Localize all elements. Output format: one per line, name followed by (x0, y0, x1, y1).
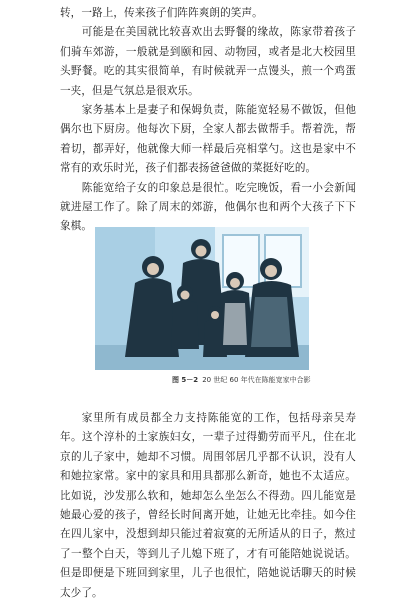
figure-caption (172, 375, 372, 385)
figure-caption-text: 20 世纪 60 年代在陈能宽家中合影 (202, 376, 311, 384)
figure-number: 图 5－2 (172, 376, 199, 384)
text-block-top (60, 4, 356, 237)
paragraph: 可能是在美国就比较喜欢出去野餐的缘故，陈家带着孩子们骑车郊游，一般就是到颐和园、动物园，或者是北大校园里头野餐。吃的其实很简单，有时候就弄一点馒头，煎一个鸡蛋一夹，但是气氛总是很欢乐。 (60, 26, 356, 97)
text-block-bottom (60, 409, 356, 603)
paragraph: 转，一路上，传来孩子们阵阵爽朗的笑声。 (60, 7, 263, 19)
family-photo-illustration (95, 227, 309, 370)
paragraph: 陈能宽给子女的印象总是很忙。吃完晚饭，看一小会新闻就进屋工作了。除了周末的郊游，他偶尔也和两个大孩子下下象棋。 (60, 181, 356, 233)
paragraph: 家里所有成员都全力支持陈能宽的工作，包括母亲吴寿年。这个淳朴的土家族妇女，一辈子过得勤劳而平凡，住在北京的儿子家中，她却不习惯。周围邻居几乎都不认识，没有人和她拉家常。家中的家具和用具都那么新奇，她也不太适应。比如说，沙发那么软和，她却怎么坐怎么不得劲。四儿能宽是她最心爱的孩子，曾经长时间离开她，让她无比牵挂。如今住在四儿家中，没想到却只能过着寂寞的无所适从的日子，熬过了一整个白天，等到儿子儿媳下班了，才有可能陪她说说话。但是即便是下班回到家里，儿子也很忙，陪她说话聊天的时候太少了。 (60, 412, 356, 599)
family-photo (95, 227, 309, 370)
paragraph: 家务基本上是妻子和保姆负责，陈能宽轻易不做饭，但他偶尔也下厨房。他每次下厨，全家人都去做帮手。帮着洗，帮着切，都弄好，他就像大师一样最后亮相掌勺。这也是家中不常有的欢乐时光，孩子们都表扬爸爸做的菜挺好吃的。 (60, 104, 356, 175)
